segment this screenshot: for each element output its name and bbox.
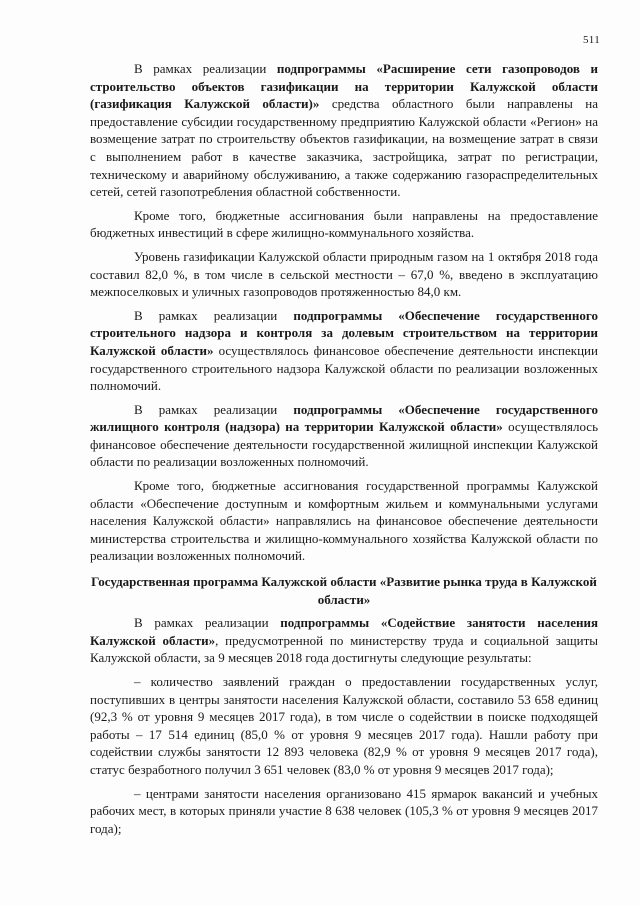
- paragraph-text: В рамках реализации: [134, 61, 277, 76]
- paragraph-budget-investments: [90, 207, 598, 242]
- list-item-job-fairs: [90, 785, 598, 838]
- subprogram-title: подпрограммы «Содействие занятости населения Калужской области»: [90, 615, 598, 648]
- paragraph-text: средства областного были направлены на предоставление субсидии государственному предприятию Калужской области «Регион» на возмещение затрат по строительству объектов газификации, на возмещение затрат в связи с выполнением работ в качестве заказчика, застройщика, затрат по регистрации, техническому и аварийному обслуживанию, а также содержанию газораспределительных сетей, сетей газопотребления областной собственности.: [90, 96, 598, 200]
- subprogram-title: подпрограммы «Расширение сети газопроводов и строительство объектов газификации на территории Калужской области (газификация Калужской области)»: [90, 61, 598, 112]
- paragraph-text: – количество заявлений граждан о предоставлении государственных услуг, поступивших в центры занятости населения Калужской области, составило 53 658 единиц (92,3 % от уровня 9 месяцев 2017 года), в том числе о содействии в поиске подходящей работы – 17 514 единиц (85,0 % от уровня 9 месяцев 2017 года). Нашли работу при содействии службы занятости 12 893 человека (82,9 % от уровня 9 месяцев 2017 года), статус безработного получил 3 651 человек (83,0 % от уровня 9 месяцев 2017 года);: [90, 674, 598, 777]
- list-item-applications: [90, 673, 598, 779]
- paragraph-text: Кроме того, бюджетные ассигнования государственной программы Калужской области «Обеспечение доступным и комфортным жильем и коммунальными услугами населения Калужской области» направлялись на финансовое обеспечение деятельности министерства строительства и жилищно-коммунального хозяйства Калужской области по реализации возложенных полномочий.: [90, 478, 598, 564]
- section-heading: Государственная программа Калужской области «Развитие рынка труда в Калужской области»: [91, 574, 597, 607]
- paragraph-text: Кроме того, бюджетные ассигнования были направлены на предоставление бюджетных инвестиций в сфере жилищно-коммунального хозяйства.: [90, 207, 598, 241]
- paragraph-construction-supervision-subprogram: [90, 307, 598, 395]
- paragraph-housing-control-subprogram: [90, 401, 598, 471]
- paragraph-text: В рамках реализации: [134, 307, 294, 323]
- document-body: [90, 60, 598, 843]
- paragraph-housing-program-funding: [90, 477, 598, 565]
- paragraph-text: Уровень газификации Калужской области природным газом на 1 октября 2018 года составил 82,0 %, в том числе в сельской местности – 67,0 %, введено в эксплуатацию межпоселковых и уличных газопроводов протяженностью 84,0 км.: [90, 248, 598, 300]
- paragraph-text: В рамках реализации: [134, 401, 294, 417]
- page-number: 511: [583, 34, 600, 46]
- paragraph-text: В рамках реализации: [134, 615, 281, 631]
- paragraph-gasification-subprogram: [90, 60, 598, 201]
- paragraph-text: осуществлялось финансовое обеспечение деятельности государственной жилищной инспекции Калужской области по реализации возложенных полномочий.: [90, 419, 599, 470]
- paragraph-gasification-level: [90, 248, 598, 301]
- paragraph-text: осуществлялось финансовое обеспечение деятельности инспекции государственного строительного надзора Калужской области по реализации возложенных полномочий.: [90, 342, 598, 394]
- paragraph-text: – центрами занятости населения организовано 415 ярмарок вакансий и учебных рабочих мест, в которых приняли участие 8 638 человек (105,3 % от уровня 9 месяцев 2017 года);: [90, 785, 598, 836]
- paragraph-employment-subprogram: [90, 614, 598, 667]
- paragraph-text: , предусмотренной по министерству труда и социальной защиты Калужской области, за 9 месяцев 2018 года достигнуты следующие результаты:: [90, 632, 598, 666]
- subprogram-title: подпрограммы «Обеспечение государственного строительного надзора и контроля за долевым строительством на территории Калужской области»: [90, 307, 598, 358]
- subprogram-title: подпрограммы «Обеспечение государственного жилищного контроля (надзора) на территории Калужской области»: [90, 401, 598, 435]
